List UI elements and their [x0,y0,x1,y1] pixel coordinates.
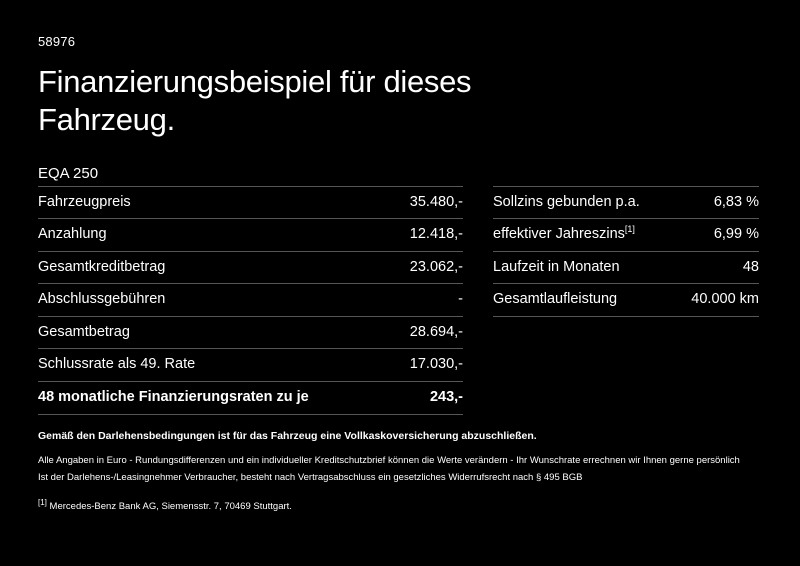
row-value: 243,- [429,389,463,405]
row-label: Abschlussgebühren [38,291,166,308]
table-row [493,218,759,251]
footnote-marker: [1] [38,498,47,508]
row-label: Fahrzeugpreis [38,193,131,210]
row-value: 28.694,- [409,323,463,340]
footnote-marker: [1] [624,224,635,235]
row-label: Gesamtbetrag [38,323,130,340]
page-title: Finanzierungsbeispiel für dieses Fahrzeug. [38,64,472,137]
row-label-text: Sollzins gebunden p.a. [493,193,640,210]
footnotes-section [38,430,762,516]
vehicle-model-label: EQA 250 [38,164,99,182]
row-label: Gesamtkreditbetrag [38,258,166,275]
footnote-line-2: Ist der Darlehens-/Leasingnehmer Verbraucher, besteht nach Vertragsabschluss ein gesetzliches Widerrufsrecht nach § 495 BGB [38,471,583,483]
row-label: Schlussrate als 49. Rate [38,356,196,373]
footnote-reference-text: Mercedes-Benz Bank AG, Siemensstr. 7, 70469 Stuttgart. [49,501,292,513]
row-label [493,258,620,278]
footnote-line-1: Alle Angaben in Euro - Rundungsdifferenzen und ein individueller Kreditschutzbrief können die Werte verändern - Ihr Wunschrate errechnen wir Ihnen gerne persönlich [38,455,740,466]
row-value: 40.000 km [691,291,759,308]
footnote-highlight: Gemäß den Darlehensbedingungen ist für das Fahrzeug eine Vollkaskoversicherung abzuschließen. [38,430,537,442]
table-row [493,283,759,317]
row-label [493,225,635,245]
row-label [493,290,617,310]
row-label-text: Gesamtlaufleistung [493,291,618,308]
table-row [38,348,463,381]
table-row [38,218,463,251]
footnote-reference [38,499,762,516]
row-value: 17.030,- [409,356,463,373]
finance-table-right [493,186,759,317]
row-label: Anzahlung [38,226,107,243]
table-row [493,251,759,284]
document-id: 58976 [38,34,76,49]
row-value: 6,83 % [713,193,759,210]
row-value: - [458,291,463,308]
table-row [38,316,463,349]
table-row [38,186,463,219]
finance-tables [38,186,762,415]
row-value: 35.480,- [409,193,463,210]
row-label-text: effektiver Jahreszins [493,226,625,243]
row-value: 48 [742,258,759,275]
table-row [38,251,463,284]
row-label-text: Laufzeit in Monaten [493,258,620,275]
table-row [38,283,463,316]
row-value: 23.062,- [409,258,463,275]
row-label [493,193,640,213]
row-value: 6,99 % [713,226,759,243]
row-value: 12.418,- [409,226,463,243]
finance-table-left [38,186,463,415]
table-row [493,186,759,219]
row-label: 48 monatliche Finanzierungsraten zu je [38,389,309,405]
table-row-total [38,381,463,415]
